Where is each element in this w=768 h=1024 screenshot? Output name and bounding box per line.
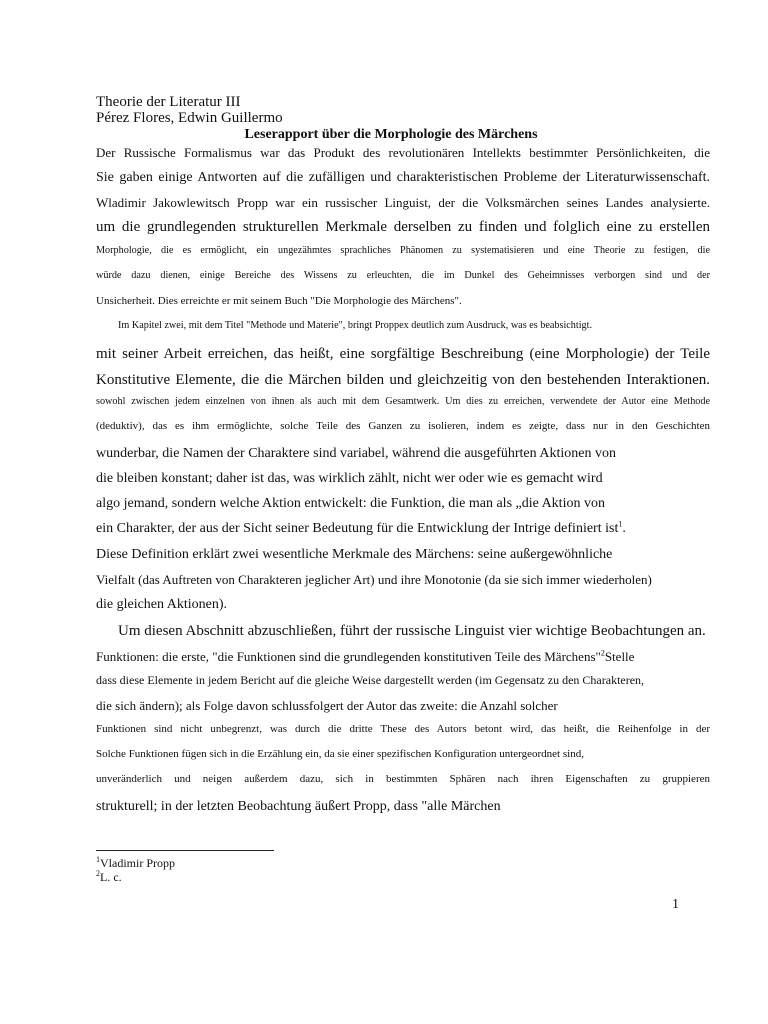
author-name: Pérez Flores, Edwin Guillermo [96, 110, 283, 126]
body-line: Solche Funktionen fügen sich in die Erzählung ein, da sie einer spezifischen Konfiguration untergeordnet sind, [96, 748, 584, 760]
body-line: Funktionen sind nicht unbegrenzt, was durch die dritte These des Autors betont wird, das heißt, die Reihenfolge in der [96, 723, 710, 735]
body-line-text: . [622, 521, 626, 536]
body-line-text: ein Charakter, der aus der Sicht seiner Bedeutung für die Entwicklung der Intrige definiert ist [96, 521, 619, 536]
body-line: (deduktiv), das es ihm ermöglichte, solche Teile des Ganzen zu isolieren, indem es zeigte, dass nur in den Geschichten [96, 420, 710, 432]
footnote-ref: 1 [618, 519, 623, 529]
footnote-text: Vladimir Propp [100, 856, 175, 870]
body-line-text: Stelle [604, 649, 635, 664]
body-line: Wladimir Jakowlewitsch Propp war ein russischer Linguist, der die Volksmärchen seines Landes analysierte. [96, 195, 710, 210]
body-line: würde dazu dienen, einige Bereiche des Wissens zu erleuchten, die im Dunkel des Geheimnisses verborgen sind und der [96, 270, 710, 281]
body-line: dass diese Elemente in jedem Bericht auf die gleiche Weise dargestellt werden (im Gegensatz zu den Charakteren, [96, 673, 645, 687]
body-line [96, 650, 710, 663]
body-line-text: Funktionen: die erste, "die Funktionen sind die grundlegenden konstitutiven Teile des Märchens" [96, 649, 601, 664]
body-line: die gleichen Aktionen). [96, 597, 228, 612]
document-title: Leserapport über die Morphologie des Märchens [244, 127, 538, 142]
body-line [96, 519, 710, 536]
body-line: Der Russische Formalismus war das Produkt des revolutionären Intellekts bestimmter Persönlichkeiten, die [96, 145, 710, 160]
body-line: strukturell; in der letzten Beobachtung äußert Propp, dass "alle Märchen [96, 799, 501, 814]
footnote-mark: 2 [96, 869, 100, 878]
body-line: algo jemand, sondern welche Aktion entwickelt: die Funktion, die man als „die Aktion von [96, 496, 605, 511]
body-line: Konstitutive Elemente, die die Märchen bilden und gleichzeitig von den bestehenden Interaktionen. [96, 372, 710, 388]
body-line: Diese Definition erklärt zwei wesentliche Merkmale des Märchens: seine außergewöhnliche [96, 547, 613, 562]
body-line: Im Kapitel zwei, mit dem Titel "Methode und Materie", bringt Proppex deutlich zum Ausdruck, was es beabsichtigt. [118, 320, 593, 331]
footnote-mark: 1 [96, 855, 100, 864]
body-line: mit seiner Arbeit erreichen, das heißt, eine sorgfältige Beschreibung (eine Morphologie) der Teile [96, 346, 710, 362]
footnote [96, 857, 175, 869]
course-name: Theorie der Literatur III [96, 94, 241, 110]
body-line: um die grundlegenden strukturellen Merkmale derselben zu finden und folglich eine zu erstellen [96, 219, 710, 235]
body-line: Sie gaben einige Antworten auf die zufälligen und charakteristischen Probleme der Literaturwissenschaft. [96, 170, 710, 185]
footnote [96, 871, 122, 883]
body-line: Um diesen Abschnitt abzuschließen, führt der russische Linguist vier wichtige Beobachtungen an. [118, 623, 706, 639]
body-line: unveränderlich und neigen außerdem dazu, sich in bestimmten Sphären nach ihren Eigenschaften zu gruppieren [96, 773, 710, 785]
body-line: wunderbar, die Namen der Charaktere sind variabel, während die ausgeführten Aktionen von [96, 446, 616, 461]
body-line: die sich ändern); als Folge davon schlussfolgert der Autor das zweite: die Anzahl solcher [96, 698, 558, 713]
body-line: sowohl zwischen jedem einzelnen von ihnen als auch mit dem Gesamtwerk. Um dies zu erreichen, verwendete der Autor eine Methode [96, 396, 710, 407]
body-line: Unsicherheit. Dies erreichte er mit seinem Buch "Die Morphologie des Märchens". [96, 295, 462, 307]
footnote-divider [96, 850, 274, 851]
footnote-ref: 2 [600, 648, 605, 658]
body-line: Vielfalt (das Auftreten von Charakteren jeglicher Art) und ihre Monotonie (da sie sich immer wiederholen) [96, 572, 652, 587]
body-line: Morphologie, die es ermöglicht, ein ungezähmtes sprachliches Phänomen zu systematisieren und eine Theorie zu festigen, die [96, 245, 710, 256]
page-number: 1 [672, 897, 679, 912]
footnote-text: L. c. [100, 870, 122, 884]
body-line: die bleiben konstant; daher ist das, was wirklich zählt, nicht wer oder wie es gemacht wird [96, 471, 603, 486]
